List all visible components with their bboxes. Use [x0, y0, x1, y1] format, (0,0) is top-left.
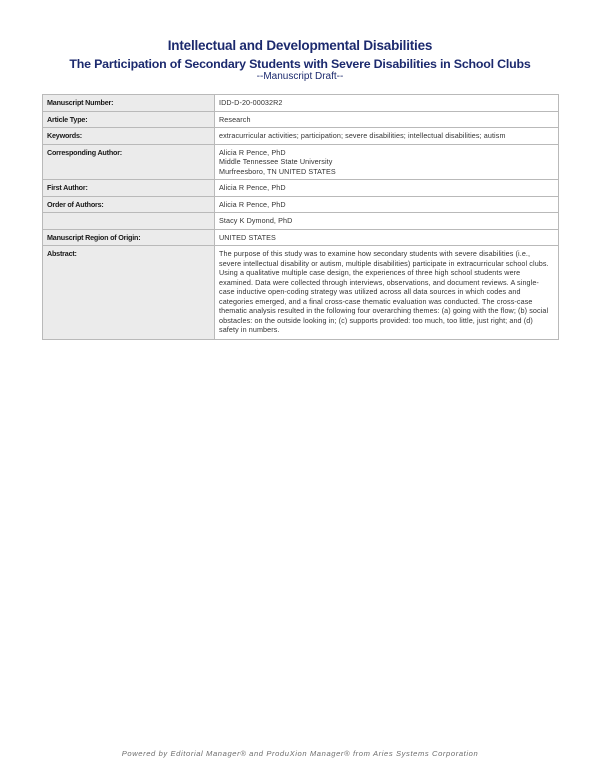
- keywords-label: Keywords:: [43, 128, 215, 145]
- corresponding-author-label: Corresponding Author:: [43, 144, 215, 180]
- row-abstract: [43, 246, 559, 340]
- corresponding-author-institution: Middle Tennessee State University: [219, 157, 333, 166]
- row-first-author: [43, 180, 559, 197]
- manuscript-details-table: [42, 94, 559, 340]
- order-of-authors-label: Order of Authors:: [43, 196, 215, 213]
- corresponding-author-location: Murfreesboro, TN UNITED STATES: [219, 166, 336, 176]
- order-of-authors-label-cont: [43, 213, 215, 230]
- order-of-authors-value-cont: [215, 213, 559, 230]
- row-order-of-authors-cont: [43, 213, 559, 230]
- abstract-label: Abstract:: [43, 246, 215, 340]
- article-title: The Participation of Secondary Students with Severe Disabilities in School Clubs: [69, 57, 531, 71]
- footer-credit: Powered by Editorial Manager® and ProduXion Manager® from Aries Systems Corporation: [121, 749, 479, 758]
- abstract-text: The purpose of this study was to examine how secondary students with severe disabilities (i.e., severe intellectual disability or autism, multiple disabilities) participate in extracurricular school clubs. Using a qualitative multiple case design, the experiences of three high school students were examined. Data were collected through interviews, observations, and document reviews. A single-case inductive open-coding strategy was utilized across all data sources in which codes and categories emerged, and a final cross-case thematic evaluation was conducted. The cross-case thematic analysis resulted in the following four overarching themes: (a) going with the flow; (b) social obstacles: on the outside looking in; (c) supports provided: too much, too little, just right; and (d) safety in numbers.: [215, 246, 559, 340]
- article-type-label: Article Type:: [43, 111, 215, 128]
- row-order-of-authors: [43, 196, 559, 213]
- author-entry: Alicia R Pence, PhD: [219, 199, 286, 209]
- region-value: UNITED STATES: [215, 229, 559, 246]
- draft-label: --Manuscript Draft--: [256, 71, 344, 82]
- corresponding-author-name: Alicia R Pence, PhD: [219, 147, 286, 157]
- keywords-value: extracurricular activities; participation; severe disabilities; intellectual disabilities; autism: [215, 128, 559, 145]
- first-author-value: Alicia R Pence, PhD: [215, 180, 559, 197]
- author-entry: Stacy K Dymond, PhD: [219, 216, 293, 225]
- row-keywords: [43, 128, 559, 145]
- row-manuscript-number: [43, 95, 559, 112]
- journal-title: Intellectual and Developmental Disabilities: [167, 38, 433, 53]
- manuscript-number-value: IDD-D-20-00032R2: [215, 95, 559, 112]
- row-region: [43, 229, 559, 246]
- first-author-label: First Author:: [43, 180, 215, 197]
- article-type-value: Research: [215, 111, 559, 128]
- manuscript-number-label: Manuscript Number:: [43, 95, 215, 112]
- corresponding-author-value: [215, 144, 559, 180]
- row-corresponding-author: [43, 144, 559, 180]
- order-of-authors-value: [215, 196, 559, 213]
- region-label: Manuscript Region of Origin:: [43, 229, 215, 246]
- row-article-type: [43, 111, 559, 128]
